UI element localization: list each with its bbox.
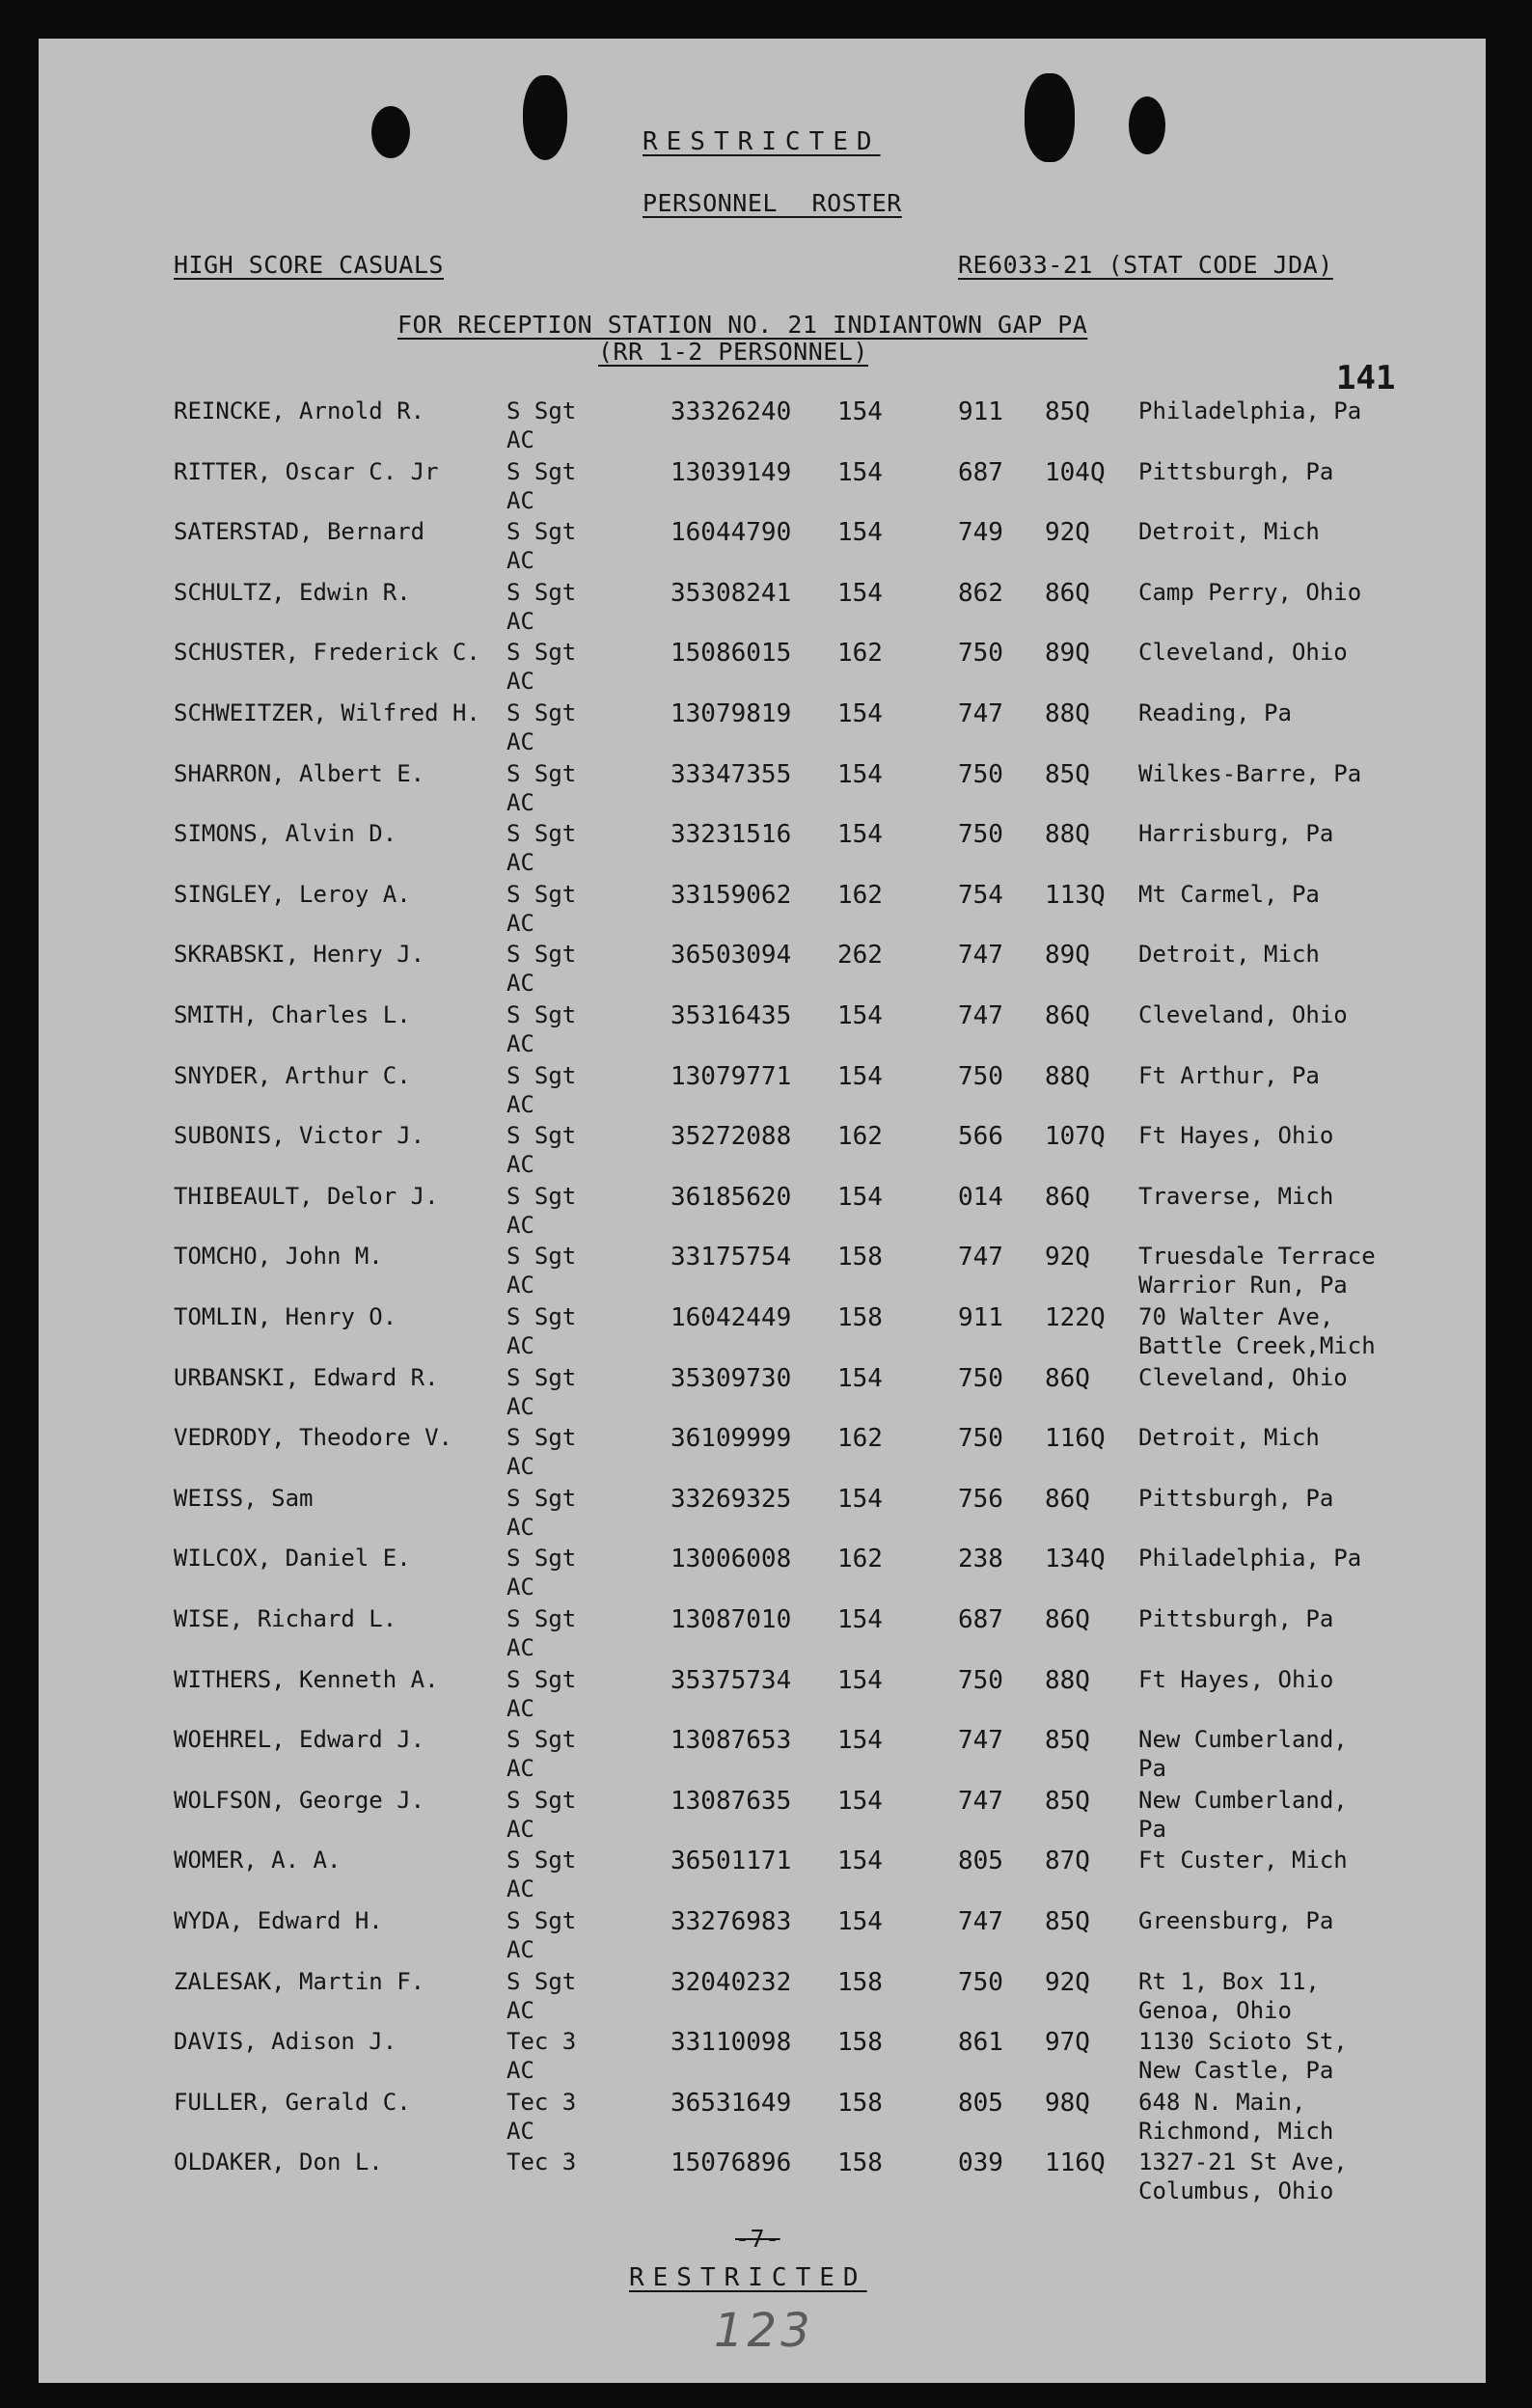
table-row — [39, 2028, 1486, 2088]
cell-mos: 750 — [958, 759, 1003, 789]
cell-branch: AC — [506, 788, 534, 816]
cell-city2: Warrior Run, Pa — [1138, 1272, 1348, 1300]
cell-serial: 13006008 — [670, 1545, 792, 1574]
cell-city2: Genoa, Ohio — [1138, 1996, 1292, 2024]
cell-city: Detroit, Mich — [1138, 1424, 1320, 1452]
cell-code: 158 — [837, 2088, 883, 2118]
roster-code: RE6033-21 (STAT CODE JDA) — [958, 251, 1333, 279]
cell-rank: S Sgt — [506, 1847, 577, 1874]
cell-code: 154 — [837, 578, 883, 608]
cell-city: Harrisburg, Pa — [1138, 820, 1334, 848]
cell-city2: Richmond, Mich — [1138, 2117, 1334, 2145]
cell-code: 162 — [837, 1424, 883, 1454]
cell-branch: AC — [506, 547, 534, 575]
cell-name: SCHUSTER, Frederick C. — [174, 639, 480, 667]
cell-code: 158 — [837, 1243, 883, 1272]
cell-branch: AC — [506, 1815, 534, 1843]
table-row — [39, 639, 1486, 698]
table-row — [39, 1968, 1486, 2028]
cell-mos: 566 — [958, 1122, 1003, 1152]
cell-rank: S Sgt — [506, 1243, 577, 1271]
cell-city: Cleveland, Ohio — [1138, 1001, 1348, 1028]
cell-rank: S Sgt — [506, 1122, 577, 1150]
cell-score: 92Q — [1045, 1243, 1090, 1272]
cell-code: 154 — [837, 1182, 883, 1212]
punch-hole-right — [1025, 73, 1075, 162]
cell-branch: AC — [506, 1332, 534, 1359]
cell-serial: 16044790 — [670, 518, 792, 548]
cell-rank: S Sgt — [506, 1665, 577, 1693]
table-row — [39, 1666, 1486, 1726]
cell-code: 154 — [837, 699, 883, 728]
cell-city: New Cumberland, — [1138, 1726, 1348, 1754]
table-row — [39, 820, 1486, 880]
cell-mos: 750 — [958, 1665, 1003, 1695]
cell-city: Ft Hayes, Ohio — [1138, 1122, 1334, 1150]
cell-branch: AC — [506, 1694, 534, 1722]
cell-serial: 35272088 — [670, 1122, 792, 1152]
cell-city2: Battle Creek,Mich — [1138, 1332, 1376, 1359]
cell-score: 86Q — [1045, 578, 1090, 608]
cell-mos: 747 — [958, 699, 1003, 728]
cell-score: 98Q — [1045, 2088, 1090, 2118]
cell-serial: 36109999 — [670, 1424, 792, 1454]
cell-branch: AC — [506, 970, 534, 998]
cell-serial: 35375734 — [670, 1665, 792, 1695]
cell-code: 162 — [837, 1122, 883, 1152]
table-row — [39, 1907, 1486, 1967]
table-row — [39, 2089, 1486, 2148]
cell-rank: S Sgt — [506, 1786, 577, 1814]
cell-city2: Columbus, Ohio — [1138, 2177, 1334, 2205]
cell-name: SKRABSKI, Henry J. — [174, 941, 425, 969]
cell-code: 154 — [837, 820, 883, 850]
cell-rank: S Sgt — [506, 578, 577, 606]
cell-branch: AC — [506, 607, 534, 635]
cell-mos: 747 — [958, 1243, 1003, 1272]
cell-score: 89Q — [1045, 941, 1090, 971]
table-row — [39, 881, 1486, 941]
cell-city: Camp Perry, Ohio — [1138, 578, 1362, 606]
table-row — [39, 1001, 1486, 1061]
cell-city: Ft Arthur, Pa — [1138, 1061, 1320, 1089]
cell-name: VEDRODY, Theodore V. — [174, 1424, 452, 1452]
cell-code: 154 — [837, 1484, 883, 1514]
cell-mos: 687 — [958, 1605, 1003, 1634]
cell-rank: S Sgt — [506, 1424, 577, 1452]
cell-branch: AC — [506, 1211, 534, 1239]
cell-score: 134Q — [1045, 1545, 1106, 1574]
cell-rank: S Sgt — [506, 820, 577, 848]
cell-score: 85Q — [1045, 1786, 1090, 1816]
cell-branch: AC — [506, 1090, 534, 1118]
cell-score: 97Q — [1045, 2028, 1090, 2058]
cell-rank: S Sgt — [506, 699, 577, 726]
cell-branch: AC — [506, 849, 534, 877]
cell-serial: 32040232 — [670, 1967, 792, 1997]
cell-serial: 33326240 — [670, 397, 792, 426]
cell-city: Greensburg, Pa — [1138, 1907, 1334, 1934]
cell-city: Ft Custer, Mich — [1138, 1847, 1348, 1874]
cell-serial: 36501171 — [670, 1847, 792, 1876]
cell-serial: 15086015 — [670, 639, 792, 669]
cell-code: 162 — [837, 639, 883, 669]
cell-city: Detroit, Mich — [1138, 518, 1320, 546]
table-row — [39, 518, 1486, 578]
cell-code: 262 — [837, 941, 883, 971]
cell-rank: S Sgt — [506, 457, 577, 485]
cell-mos: 747 — [958, 1786, 1003, 1816]
cell-name: DAVIS, Adison J. — [174, 2028, 397, 2056]
cell-serial: 36503094 — [670, 941, 792, 971]
cell-score: 85Q — [1045, 1907, 1090, 1936]
cell-branch: AC — [506, 1513, 534, 1541]
cell-mos: 862 — [958, 578, 1003, 608]
cell-name: WITHERS, Kenneth A. — [174, 1665, 439, 1693]
cell-rank: S Sgt — [506, 1726, 577, 1754]
cell-branch: AC — [506, 728, 534, 755]
cell-score: 85Q — [1045, 1726, 1090, 1756]
cell-city: Cleveland, Ohio — [1138, 1363, 1348, 1391]
cell-score: 122Q — [1045, 1303, 1106, 1332]
cell-serial: 35316435 — [670, 1001, 792, 1030]
cell-city: 648 N. Main, — [1138, 2088, 1306, 2116]
cell-city: New Cumberland, — [1138, 1786, 1348, 1814]
cell-serial: 33269325 — [670, 1484, 792, 1514]
cell-score: 85Q — [1045, 759, 1090, 789]
cell-rank: S Sgt — [506, 941, 577, 969]
cell-branch: AC — [506, 426, 534, 453]
punch-hole-far-right — [1129, 96, 1165, 154]
cell-score: 86Q — [1045, 1001, 1090, 1030]
cell-code: 162 — [837, 880, 883, 910]
cell-rank: S Sgt — [506, 1182, 577, 1210]
cell-city: Reading, Pa — [1138, 699, 1292, 726]
cell-name: WOEHREL, Edward J. — [174, 1726, 425, 1754]
cell-city: Traverse, Mich — [1138, 1182, 1334, 1210]
cell-code: 154 — [837, 759, 883, 789]
table-row — [39, 941, 1486, 1000]
cell-branch: AC — [506, 1030, 534, 1057]
cell-name: WOMER, A. A. — [174, 1847, 342, 1874]
cell-mos: 805 — [958, 2088, 1003, 2118]
cell-rank: S Sgt — [506, 397, 577, 424]
cell-serial: 33175754 — [670, 1243, 792, 1272]
cell-name: WYDA, Edward H. — [174, 1907, 383, 1934]
cell-rank: S Sgt — [506, 1545, 577, 1573]
cell-rank: S Sgt — [506, 759, 577, 787]
cell-name: SNYDER, Arthur C. — [174, 1061, 411, 1089]
cell-branch: AC — [506, 2057, 534, 2085]
cell-serial: 33347355 — [670, 759, 792, 789]
cell-serial: 36185620 — [670, 1182, 792, 1212]
cell-name: SCHULTZ, Edwin R. — [174, 578, 411, 606]
table-row — [39, 1243, 1486, 1302]
cell-city: Detroit, Mich — [1138, 941, 1320, 969]
cell-rank: Tec 3 — [506, 2088, 577, 2116]
cell-serial: 13087010 — [670, 1605, 792, 1634]
cell-score: 107Q — [1045, 1122, 1106, 1152]
cell-code: 154 — [837, 1001, 883, 1030]
cell-score: 116Q — [1045, 2148, 1106, 2178]
cell-rank: S Sgt — [506, 1303, 577, 1330]
cell-code: 154 — [837, 1726, 883, 1756]
cell-mos: 747 — [958, 941, 1003, 971]
cell-code: 154 — [837, 518, 883, 548]
cell-name: RITTER, Oscar C. Jr — [174, 457, 439, 485]
cell-rank: S Sgt — [506, 1605, 577, 1632]
table-row — [39, 1726, 1486, 1786]
cell-mos: 911 — [958, 1303, 1003, 1332]
cell-mos: 754 — [958, 880, 1003, 910]
cell-rank: S Sgt — [506, 1363, 577, 1391]
cell-serial: 13079819 — [670, 699, 792, 728]
cell-city2: Pa — [1138, 1815, 1166, 1843]
cell-code: 158 — [837, 2148, 883, 2178]
cell-mos: 014 — [958, 1182, 1003, 1212]
cell-mos: 861 — [958, 2028, 1003, 2058]
cell-branch: AC — [506, 668, 534, 696]
table-row — [39, 1183, 1486, 1243]
cell-branch: AC — [506, 1936, 534, 1963]
cell-branch: AC — [506, 2117, 534, 2145]
cell-mos: 805 — [958, 1847, 1003, 1876]
table-row — [39, 2148, 1486, 2208]
cell-rank: S Sgt — [506, 639, 577, 667]
cell-rank: S Sgt — [506, 1967, 577, 1995]
table-row — [39, 1847, 1486, 1906]
cell-branch: AC — [506, 909, 534, 937]
cell-mos: 238 — [958, 1545, 1003, 1574]
cell-score: 88Q — [1045, 1665, 1090, 1695]
cell-branch: AC — [506, 1453, 534, 1481]
cell-city2: New Castle, Pa — [1138, 2057, 1334, 2085]
cell-city: Mt Carmel, Pa — [1138, 880, 1320, 908]
cell-score: 86Q — [1045, 1605, 1090, 1634]
cell-rank: S Sgt — [506, 1484, 577, 1512]
cell-mos: 747 — [958, 1001, 1003, 1030]
cell-city: Philadelphia, Pa — [1138, 397, 1362, 424]
cell-city: Pittsburgh, Pa — [1138, 457, 1334, 485]
cell-code: 154 — [837, 1665, 883, 1695]
table-row — [39, 1062, 1486, 1122]
cell-name: REINCKE, Arnold R. — [174, 397, 425, 424]
cell-mos: 750 — [958, 1363, 1003, 1393]
cell-branch: AC — [506, 1634, 534, 1661]
cell-score: 88Q — [1045, 820, 1090, 850]
cell-serial: 16042449 — [670, 1303, 792, 1332]
cell-mos: 750 — [958, 1061, 1003, 1091]
table-row — [39, 1364, 1486, 1424]
cell-code: 154 — [837, 1847, 883, 1876]
cell-serial: 15076896 — [670, 2148, 792, 2178]
cell-score: 92Q — [1045, 1967, 1090, 1997]
cell-mos: 750 — [958, 1424, 1003, 1454]
cell-code: 154 — [837, 1907, 883, 1936]
cell-code: 154 — [837, 1061, 883, 1091]
cell-mos: 039 — [958, 2148, 1003, 2178]
cell-name: WISE, Richard L. — [174, 1605, 397, 1632]
cell-serial: 35309730 — [670, 1363, 792, 1393]
sheet-number: 141 — [1336, 359, 1396, 397]
cell-mos: 747 — [958, 1907, 1003, 1936]
cell-city: 70 Walter Ave, — [1138, 1303, 1334, 1330]
roster-page — [39, 39, 1486, 2383]
classification-top: RESTRICTED — [643, 127, 881, 156]
cell-mos: 756 — [958, 1484, 1003, 1514]
cell-name: WILCOX, Daniel E. — [174, 1545, 411, 1573]
cell-mos: 687 — [958, 457, 1003, 487]
table-row — [39, 760, 1486, 820]
cell-score: 104Q — [1045, 457, 1106, 487]
cell-name: FULLER, Gerald C. — [174, 2088, 411, 2116]
handwritten-number: 123 — [714, 2304, 814, 2358]
cell-serial: 33231516 — [670, 820, 792, 850]
cell-name: WOLFSON, George J. — [174, 1786, 425, 1814]
cell-name: ZALESAK, Martin F. — [174, 1967, 425, 1995]
cell-branch: AC — [506, 486, 534, 514]
cell-mos: 750 — [958, 820, 1003, 850]
table-row — [39, 397, 1486, 457]
cell-branch: AC — [506, 1272, 534, 1300]
cell-score: 116Q — [1045, 1424, 1106, 1454]
cell-name: SHARRON, Albert E. — [174, 759, 425, 787]
table-row — [39, 1424, 1486, 1484]
cell-rank: Tec 3 — [506, 2028, 577, 2056]
cell-code: 154 — [837, 457, 883, 487]
cell-score: 113Q — [1045, 880, 1106, 910]
cell-rank: S Sgt — [506, 880, 577, 908]
cell-city: 1130 Scioto St, — [1138, 2028, 1348, 2056]
cell-name: SMITH, Charles L. — [174, 1001, 411, 1028]
cell-name: SUBONIS, Victor J. — [174, 1122, 425, 1150]
page-number: -7- — [735, 2225, 780, 2253]
cell-code: 158 — [837, 1303, 883, 1332]
cell-name: SCHWEITZER, Wilfred H. — [174, 699, 480, 726]
cell-serial: 13039149 — [670, 457, 792, 487]
cell-code: 154 — [837, 397, 883, 426]
personnel-line: (RR 1-2 PERSONNEL) — [598, 338, 868, 366]
table-row — [39, 1787, 1486, 1847]
cell-name: URBANSKI, Edward R. — [174, 1363, 439, 1391]
cell-serial: 13079771 — [670, 1061, 792, 1091]
cell-serial: 33276983 — [670, 1907, 792, 1936]
cell-serial: 13087653 — [670, 1726, 792, 1756]
cell-name: OLDAKER, Don L. — [174, 2148, 383, 2176]
cell-branch: AC — [506, 1392, 534, 1420]
cell-score: 92Q — [1045, 518, 1090, 548]
cell-code: 154 — [837, 1363, 883, 1393]
cell-serial: 36531649 — [670, 2088, 792, 2118]
cell-score: 88Q — [1045, 1061, 1090, 1091]
cell-city: Ft Hayes, Ohio — [1138, 1665, 1334, 1693]
classification-bottom: RESTRICTED — [629, 2263, 867, 2292]
cell-code: 158 — [837, 1967, 883, 1997]
table-row — [39, 1303, 1486, 1363]
cell-branch: AC — [506, 1755, 534, 1783]
punch-hole-left — [371, 106, 410, 158]
cell-name: TOMCHO, John M. — [174, 1243, 383, 1271]
cell-code: 154 — [837, 1605, 883, 1634]
table-row — [39, 1122, 1486, 1182]
punch-hole-center — [523, 75, 567, 160]
cell-city2: Pa — [1138, 1755, 1166, 1783]
table-row — [39, 579, 1486, 639]
table-row — [39, 1605, 1486, 1665]
cell-code: 158 — [837, 2028, 883, 2058]
cell-branch: AC — [506, 1573, 534, 1601]
cell-rank: Tec 3 — [506, 2148, 577, 2176]
unit-label: HIGH SCORE CASUALS — [174, 251, 444, 279]
cell-city: Rt 1, Box 11, — [1138, 1967, 1320, 1995]
cell-name: SIMONS, Alvin D. — [174, 820, 397, 848]
cell-name: THIBEAULT, Delor J. — [174, 1182, 439, 1210]
cell-score: 85Q — [1045, 397, 1090, 426]
cell-name: TOMLIN, Henry O. — [174, 1303, 397, 1330]
cell-code: 154 — [837, 1786, 883, 1816]
table-row — [39, 458, 1486, 518]
station-line: FOR RECEPTION STATION NO. 21 INDIANTOWN GAP PA — [397, 311, 1088, 339]
cell-city: Wilkes-Barre, Pa — [1138, 759, 1362, 787]
cell-score: 86Q — [1045, 1182, 1090, 1212]
cell-city: Pittsburgh, Pa — [1138, 1484, 1334, 1512]
cell-mos: 749 — [958, 518, 1003, 548]
cell-serial: 33159062 — [670, 880, 792, 910]
cell-city: Philadelphia, Pa — [1138, 1545, 1362, 1573]
cell-score: 89Q — [1045, 639, 1090, 669]
cell-score: 87Q — [1045, 1847, 1090, 1876]
cell-branch: AC — [506, 1996, 534, 2024]
cell-rank: S Sgt — [506, 1907, 577, 1934]
cell-rank: S Sgt — [506, 1061, 577, 1089]
cell-mos: 747 — [958, 1726, 1003, 1756]
cell-score: 88Q — [1045, 699, 1090, 728]
cell-city: Cleveland, Ohio — [1138, 639, 1348, 667]
cell-score: 86Q — [1045, 1484, 1090, 1514]
cell-mos: 911 — [958, 397, 1003, 426]
cell-city: Pittsburgh, Pa — [1138, 1605, 1334, 1632]
table-row — [39, 1545, 1486, 1604]
cell-city: 1327-21 St Ave, — [1138, 2148, 1348, 2176]
cell-code: 162 — [837, 1545, 883, 1574]
cell-branch: AC — [506, 1875, 534, 1903]
cell-serial: 35308241 — [670, 578, 792, 608]
cell-branch: AC — [506, 1151, 534, 1179]
cell-rank: S Sgt — [506, 518, 577, 546]
cell-score: 86Q — [1045, 1363, 1090, 1393]
table-row — [39, 699, 1486, 759]
cell-city: Truesdale Terrace — [1138, 1243, 1376, 1271]
cell-name: WEISS, Sam — [174, 1484, 314, 1512]
cell-rank: S Sgt — [506, 1001, 577, 1028]
cell-mos: 750 — [958, 1967, 1003, 1997]
cell-name: SATERSTAD, Bernard — [174, 518, 425, 546]
table-row — [39, 1485, 1486, 1545]
roster-title: PERSONNEL ROSTER — [643, 189, 902, 217]
cell-serial: 33110098 — [670, 2028, 792, 2058]
cell-name: SINGLEY, Leroy A. — [174, 880, 411, 908]
cell-serial: 13087635 — [670, 1786, 792, 1816]
cell-mos: 750 — [958, 639, 1003, 669]
